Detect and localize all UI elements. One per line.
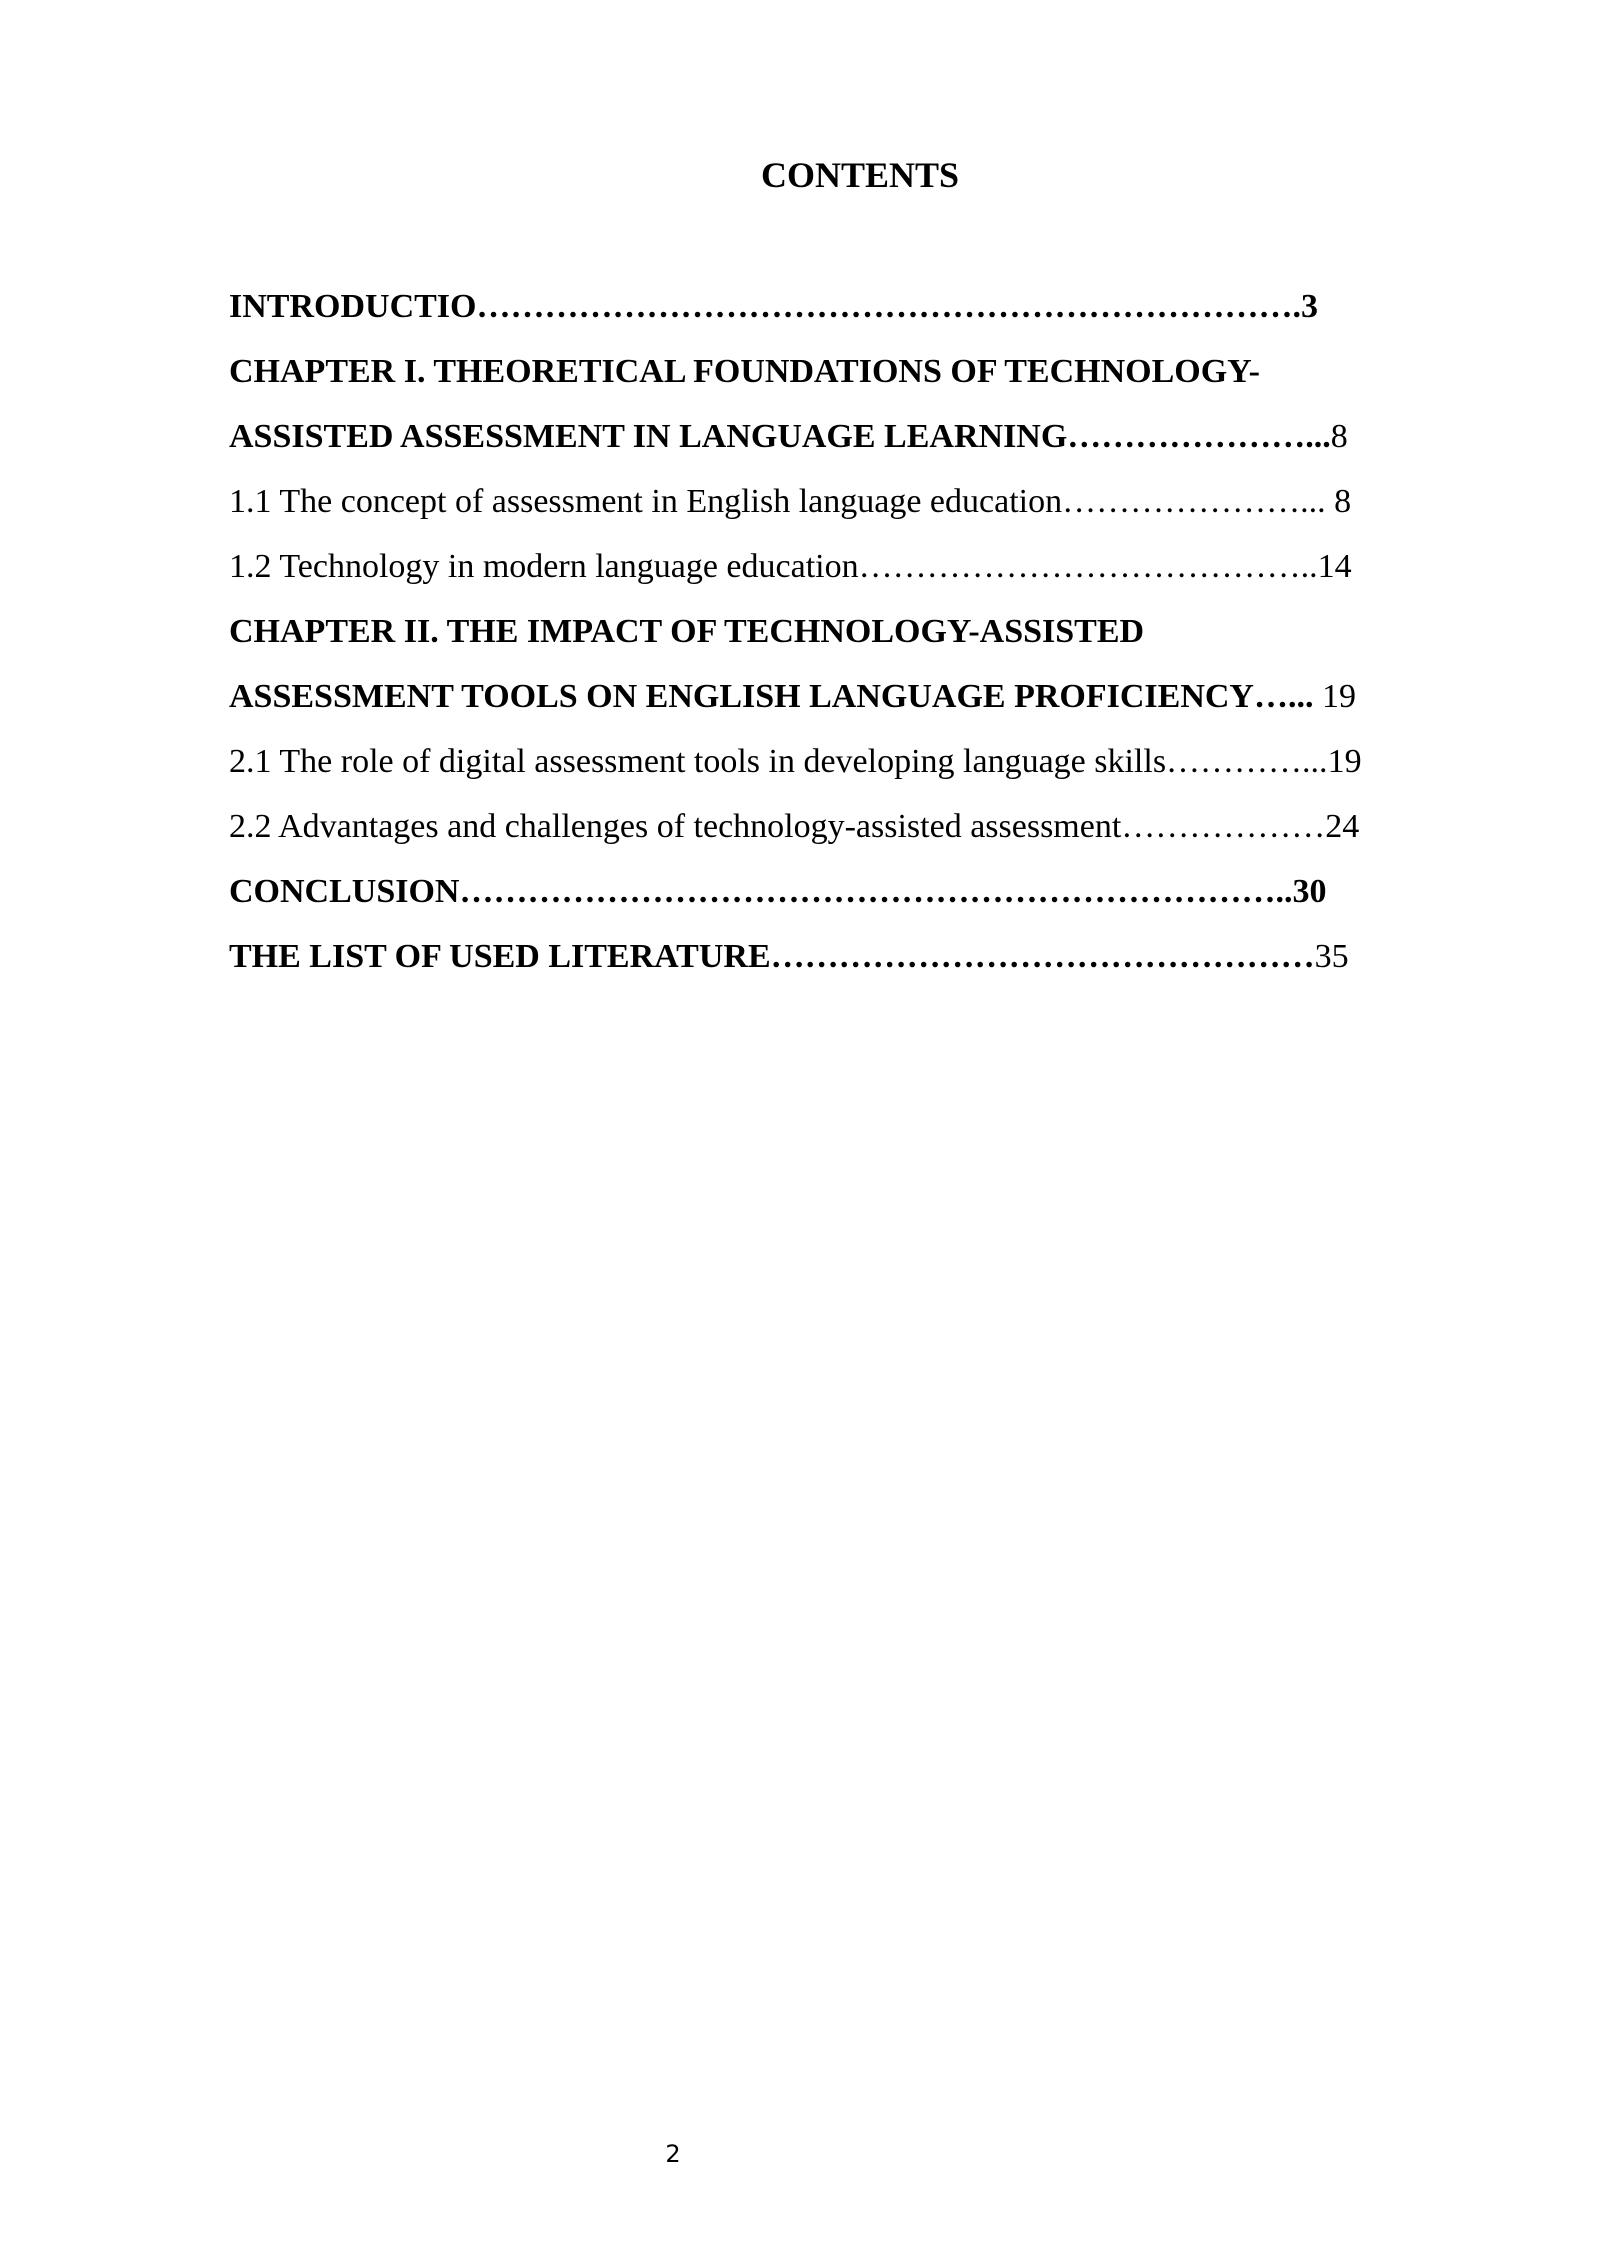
toc-entry-chapter-2-cont[interactable] <box>229 670 1529 735</box>
page-number: 2 <box>665 2140 681 2168</box>
toc-entry-text: 1.2 Technology in modern language education………………………………….. <box>229 548 1318 585</box>
toc-entry-section-1-2[interactable] <box>229 540 1529 605</box>
toc-entry-chapter-1[interactable] <box>229 345 1529 410</box>
toc-entry-chapter-1-cont[interactable] <box>229 410 1529 475</box>
toc-entry-page: 14 <box>1317 548 1352 585</box>
toc-entry-text: INTRODUCTIO………………………………………………………………. <box>229 288 1301 325</box>
toc-entry-text: 2.1 The role of digital assessment tools in developing language skills…………... <box>229 743 1328 780</box>
table-of-contents <box>229 280 1529 995</box>
toc-entry-text: ASSISTED ASSESSMENT IN LANGUAGE LEARNING…………………... <box>229 418 1331 455</box>
toc-entry-text: ASSESSMENT TOOLS ON ENGLISH LANGUAGE PROFICIENCY…... <box>229 678 1322 715</box>
toc-entry-page: 19 <box>1321 678 1356 715</box>
toc-entry-text: 1.1 The concept of assessment in English language education…………………... <box>229 483 1335 520</box>
toc-entry-introduction[interactable] <box>229 280 1529 345</box>
page-title: CONTENTS <box>760 155 960 195</box>
toc-entry-text: CHAPTER II. THE IMPACT OF TECHNOLOGY-ASSISTED <box>229 613 1145 650</box>
toc-entry-text: CONCLUSION……………………………………………………………….. <box>229 873 1293 910</box>
toc-entry-literature[interactable] <box>229 930 1529 995</box>
toc-entry-section-2-2[interactable] <box>229 800 1529 865</box>
toc-entry-page: 24 <box>1325 808 1360 845</box>
toc-entry-conclusion[interactable] <box>229 865 1529 930</box>
toc-entry-page: 8 <box>1334 483 1352 520</box>
toc-entry-section-1-1[interactable] <box>229 475 1529 540</box>
toc-entry-text: 2.2 Advantages and challenges of technology-assisted assessment……………… <box>229 808 1326 845</box>
toc-entry-text: CHAPTER I. THEORETICAL FOUNDATIONS OF TECHNOLOGY- <box>229 353 1260 390</box>
toc-entry-chapter-2[interactable] <box>229 605 1529 670</box>
toc-entry-page: 8 <box>1330 418 1348 455</box>
toc-entry-section-2-1[interactable] <box>229 735 1529 800</box>
toc-entry-text: THE LIST OF USED LITERATURE………………………………………… <box>229 938 1315 975</box>
toc-entry-page: 3 <box>1300 288 1318 325</box>
toc-entry-page: 35 <box>1314 938 1349 975</box>
toc-entry-page: 30 <box>1292 873 1327 910</box>
toc-entry-page: 19 <box>1327 743 1362 780</box>
